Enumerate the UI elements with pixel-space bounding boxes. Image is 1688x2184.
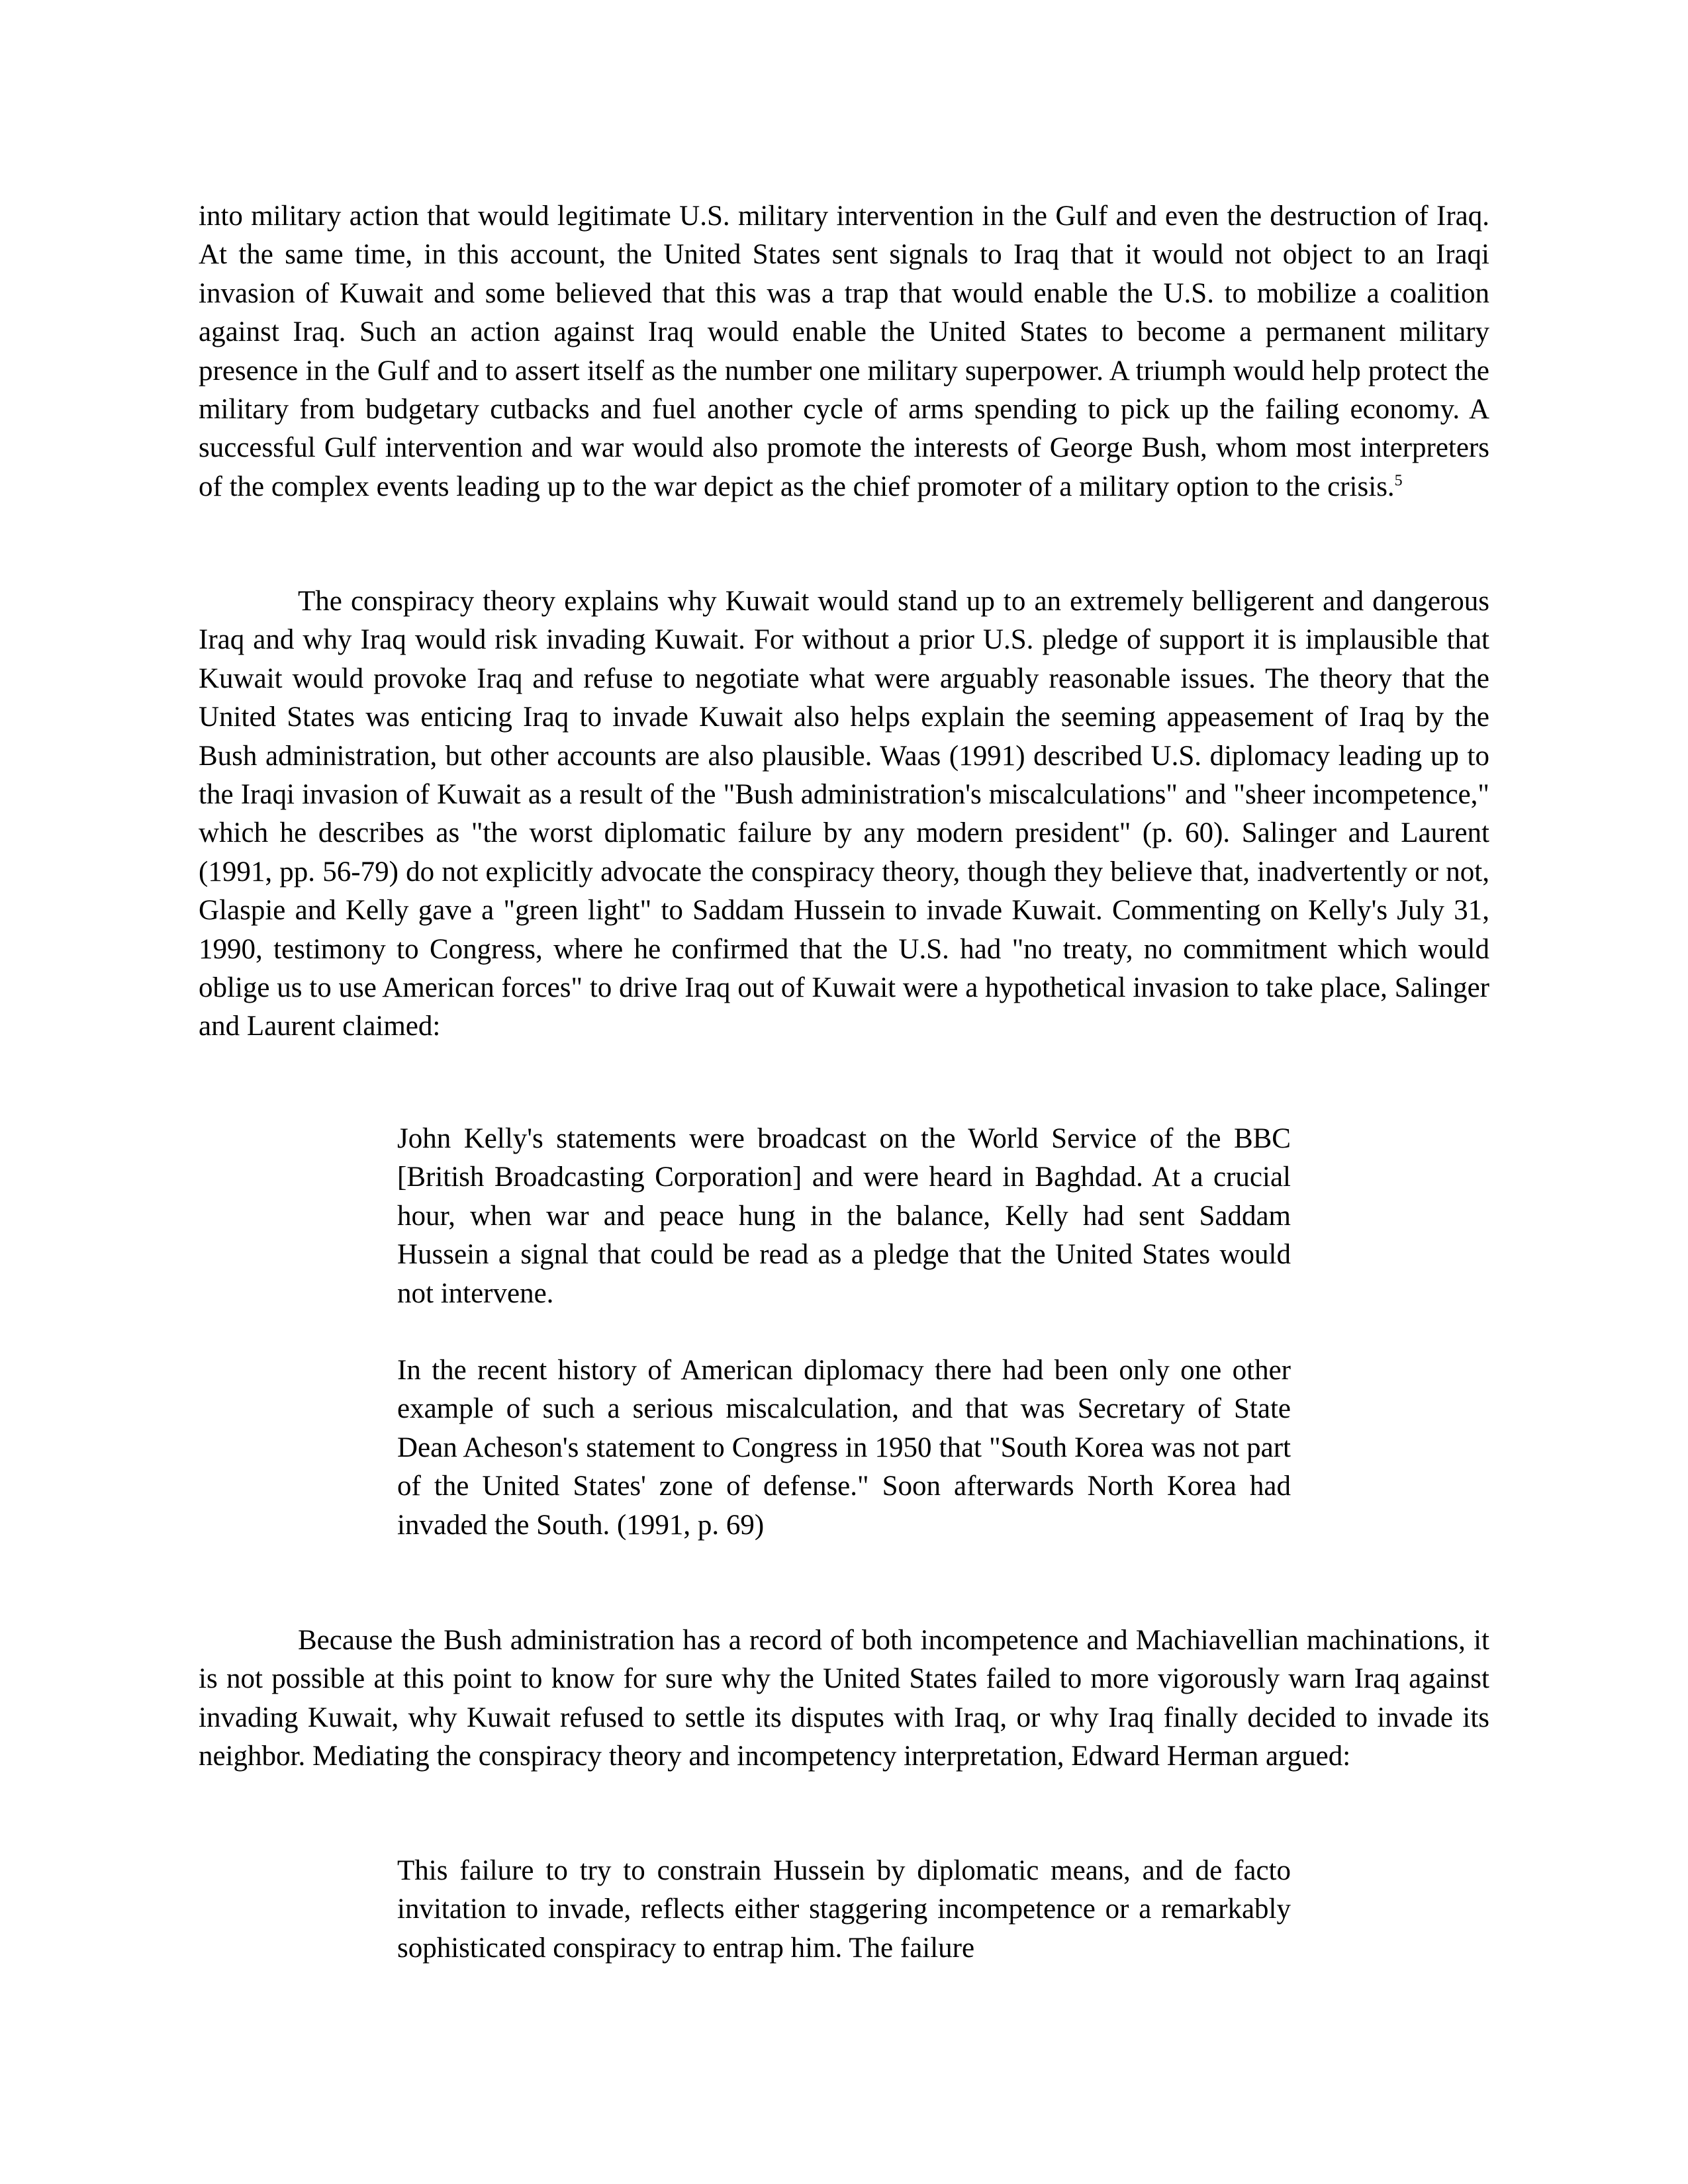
footnote-marker: 5 [1394, 472, 1403, 490]
block-quote-acheson: In the recent history of American diplomacy there had been only one other example of such a serious miscalculation, and that was Secretary of State Dean Acheson's statement to Congress in 1950 that "South Korea was not part of the United States' zone of defense." Soon afterwards North Korea had invaded the South. (1991, p. 69) [397, 1355, 1291, 1541]
block-quote-kelly-statements: John Kelly's statements were broadcast on the World Service of the BBC [British Broadcasting Corporation] and were heard in Baghdad. At a crucial hour, when war and peace hung in the balance, Kelly had sent Saddam Hussein a signal that could be read as a pledge that the United States would not intervene. [397, 1123, 1291, 1309]
block-quote-herman: This failure to try to constrain Hussein by diplomatic means, and de facto invitation to invade, reflects either staggering incompetence or a remarkably sophisticated conspiracy to entrap him. The failure [397, 1855, 1291, 1964]
paragraph-conspiracy-theory: The conspiracy theory explains why Kuwait would stand up to an extremely belligerent and dangerous Iraq and why Iraq would risk invading Kuwait. For without a prior U.S. pledge of support it is implausible that Kuwait would provoke Iraq and refuse to negotiate what were arguably reasonable issues. The theory that the United States was enticing Iraq to invade Kuwait also helps explain the seeming appeasement of Iraq by the Bush administration, but other accounts are also plausible. Waas (1991) described U.S. diplomacy leading up to the Iraqi invasion of Kuwait as a result of the "Bush administration's miscalculations" and "sheer incompetence," which he describes as "the worst diplomatic failure by any modern president" (p. 60). Salinger and Laurent (1991, pp. 56-79) do not explicitly advocate the conspiracy theory, though they believe that, inadvertently or not, Glaspie and Kelly gave a "green light" to Saddam Hussein to invade Kuwait. Commenting on Kelly's July 31, 1990, testimony to Congress, where he confirmed that the U.S. had "no treaty, no commitment which would oblige us to use American forces" to drive Iraq out of Kuwait were a hypothetical invasion to take place, Salinger and Laurent claimed: [199, 586, 1489, 1042]
paragraph-military-action [199, 197, 1489, 506]
paragraph-text: into military action that would legitimate U.S. military intervention in the Gulf and even the destruction of Iraq. At the same time, in this account, the United States sent signals to Iraq that it would not object to an Iraqi invasion of Kuwait and some believed that this was a trap that would enable the U.S. to mobilize a coalition against Iraq. Such an action against Iraq would enable the United States to become a permanent military presence in the Gulf and to assert itself as the number one military superpower. A triumph would help protect the military from budgetary cutbacks and fuel another cycle of arms spending to pick up the failing economy. A successful Gulf intervention and war would also promote the interests of George Bush, whom most interpreters of the complex events leading up to the war depict as the chief promoter of a military option to the crisis. [199, 201, 1489, 502]
paragraph-bush-administration: Because the Bush administration has a record of both incompetence and Machiavellian machinations, it is not possible at this point to know for sure why the United States failed to more vigorously warn Iraq against invading Kuwait, why Kuwait refused to settle its disputes with Iraq, or why Iraq finally decided to invade its neighbor. Mediating the conspiracy theory and incompetency interpretation, Edward Herman argued: [199, 1625, 1489, 1772]
